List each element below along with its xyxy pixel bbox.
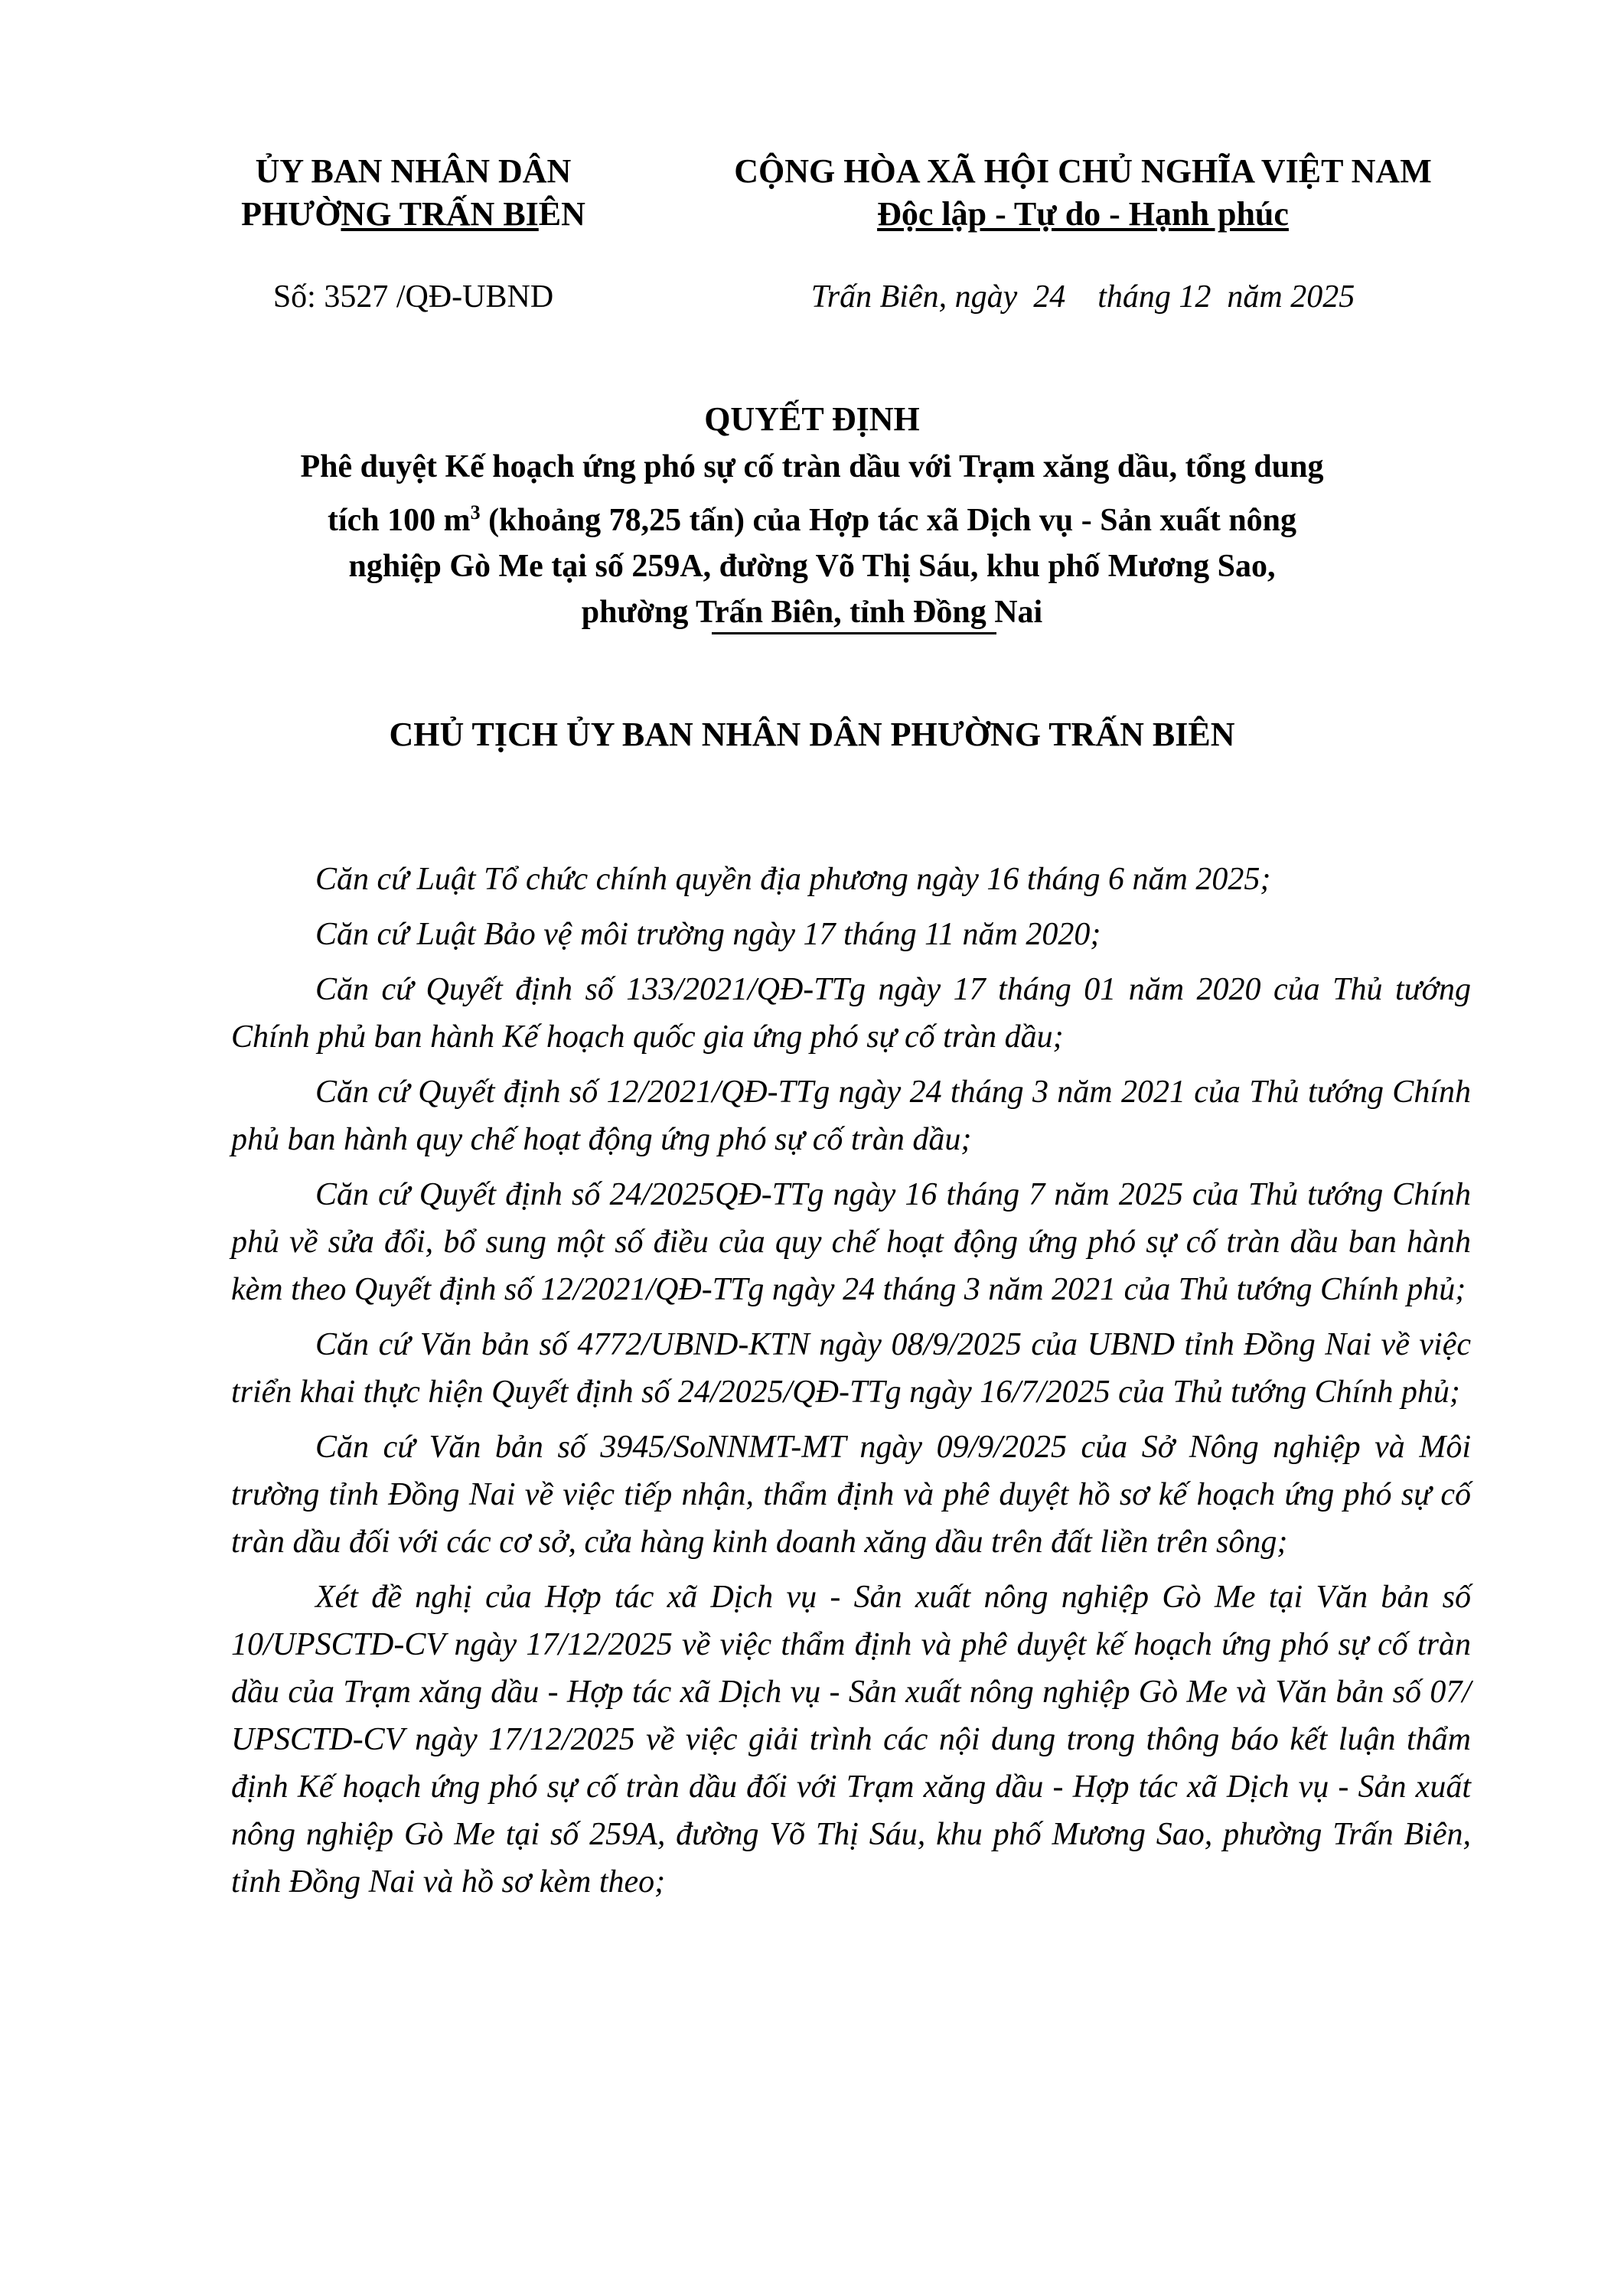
paragraph: Căn cứ Luật Bảo vệ môi trường ngày 17 tháng 11 năm 2020; [315,917,1101,952]
paragraph: Xét đề nghị của Hợp tác xã Dịch vụ - Sản xuất nông nghiệp Gò Me tại Văn bản số 10/UPSCTD-CV ngày 17/12/2025 về việc thẩm định và phê duyệt kế hoạch ứng phó sự cố tràn dầu của Trạm xăng dầu - Hợp tác xã Dịch vụ - Sản xuất nông nghiệp Gò Me và Văn bản số 07/ UPSCTD-CV ngày 17/12/2025 về việc giải trình các nội dung trong thông báo kết luận thẩm định Kế hoạch ứng phó sự cố tràn dầu đối với Trạm xăng dầu - Hợp tác xã Dịch vụ - Sản xuất nông nghiệp Gò Me tại số 259A, đường Võ Thị Sáu, khu phố Mương Sao, phường Trấn Biên, tỉnh Đồng Nai và hồ sơ kèm theo; [231,1580,1471,1900]
subject-line-3: nghiệp Gò Me tại số 259A, đường Võ Thị Sáu, khu phố Mương Sao, [348,549,1276,584]
authority-heading: CHỦ TỊCH ỦY BAN NHÂN DÂN PHƯỜNG TRẤN BIÊN [389,716,1235,753]
decision-subject [153,444,1471,635]
decision-title [153,398,1471,635]
document-date [681,276,1485,318]
date-month-label: tháng [1097,279,1171,315]
paragraph: Căn cứ Văn bản số 3945/SoNNMT-MT ngày 09/9/2025 của Sở Nông nghiệp và Môi trường tỉnh Đồng Nai về việc tiếp nhận, thẩm định và phê duyệt hồ sơ kế hoạch ứng phó sự cố tràn dầu đối với các cơ sở, cửa hàng kinh doanh xăng dầu trên đất liền trên sông; [231,1430,1471,1560]
authority-line-2-c: ÊN [538,195,585,233]
subject-line-1: Phê duyệt Kế hoạch ứng phó sự cố tràn dầu với Trạm xăng dầu, tổng dung [300,449,1324,484]
paragraph: Căn cứ Quyết định số 24/2025QĐ-TTg ngày 16 tháng 7 năm 2025 của Thủ tướng Chính phủ về sửa đổi, bổ sung một số điều của quy chế hoạt động ứng phó sự cố tràn dầu ban hành kèm theo Quyết định số 12/2021/QĐ-TTg ngày 24 tháng 3 năm 2021 của Thủ tướng Chính phủ; [231,1177,1471,1307]
motto [681,193,1485,236]
subject-line-2-b: (khoảng 78,25 tấn) của Hợp tác xã Dịch vụ - Sản xuất nông [480,503,1297,538]
authority-line-2 [230,193,597,236]
date-year-label: năm [1227,279,1283,315]
legal-basis [231,856,1471,1913]
date-place: Trấn Biên, ngày [810,279,1018,315]
national-motto [681,150,1485,236]
date-year: 2025 [1290,279,1355,315]
document-number: Số: 3527 /QĐ-UBND [272,279,554,315]
decision-heading: QUYẾT ĐỊNH [704,400,920,438]
paragraph: Căn cứ Luật Tổ chức chính quyền địa phương ngày 16 tháng 6 năm 2025; [315,862,1271,897]
title-divider [712,632,996,634]
issuing-authority [230,150,597,236]
motto-text: Độc lập - Tự do - Hạnh phúc [877,195,1289,233]
subject-line-4: phường Trấn Biên, tỉnh Đồng Nai [581,595,1043,630]
authority-line-1: ỦY BAN NHÂN DÂN [255,152,572,190]
paragraph: Căn cứ Văn bản số 4772/UBND-KTN ngày 08/9/2025 của UBND tỉnh Đồng Nai về việc triển khai thực hiện Quyết định số 24/2025/QĐ-TTg ngày 16/7/2025 của Thủ tướng Chính phủ; [231,1327,1471,1410]
authority-line-2-a: PHƯỜ [241,195,341,233]
subject-line-2 [153,490,1471,543]
authority-line-2-underlined: NG TRẤN BI [341,195,539,233]
paragraph: Căn cứ Quyết định số 12/2021/QĐ-TTg ngày 24 tháng 3 năm 2021 của Thủ tướng Chính phủ ban hành quy chế hoạt động ứng phó sự cố tràn dầu; [231,1075,1471,1157]
subject-line-2-a: tích 100 m [327,503,471,538]
date-day: 24 [1033,279,1066,315]
superscript-cubic: 3 [470,501,481,523]
nation-name: CỘNG HÒA XÃ HỘI CHỦ NGHĨA VIỆT NAM [734,152,1432,190]
date-month: 12 [1179,279,1211,315]
paragraph: Căn cứ Quyết định số 133/2021/QĐ-TTg ngày 17 tháng 01 năm 2020 của Thủ tướng Chính phủ ban hành Kế hoạch quốc gia ứng phó sự cố tràn dầu; [231,972,1471,1055]
